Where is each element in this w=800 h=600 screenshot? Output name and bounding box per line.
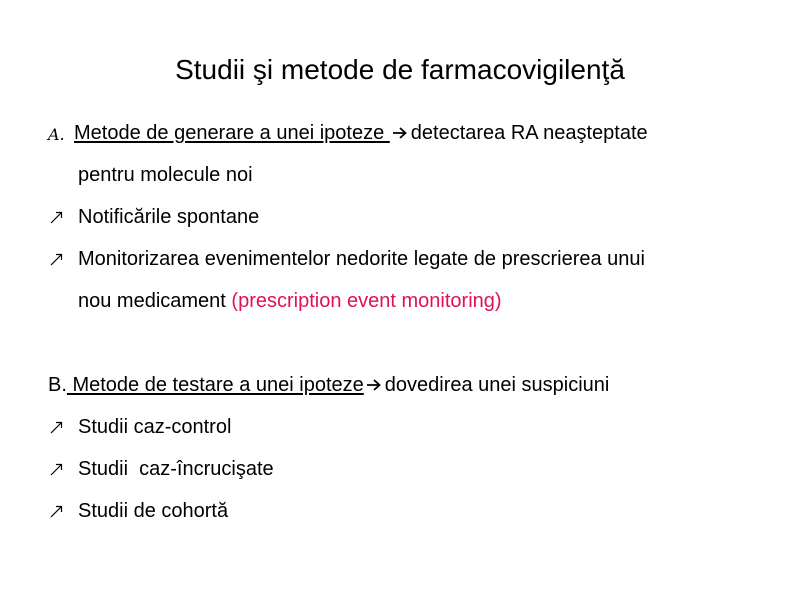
section-b-item-2: Studii caz-încrucişate: [78, 458, 274, 480]
diagonal-arrow-bullet-icon: [48, 250, 66, 268]
section-b-description: dovedirea unei suspiciuni: [384, 374, 610, 396]
section-a-item-1: Notificările spontane: [78, 206, 260, 228]
section-a-item-2-highlight: (prescription event monitoring): [231, 290, 502, 312]
section-a-item-2-continuation: [78, 287, 502, 315]
diagonal-arrow-bullet-icon: [48, 208, 66, 226]
slide-title: Studii şi metode de farmacovigilenţă: [175, 54, 625, 85]
section-b-heading-line: [48, 371, 609, 399]
section-a-item-2-plain: nou medicament: [78, 290, 232, 312]
section-a-heading: Metode de generare a unei ipoteze: [74, 122, 390, 144]
section-b-item-3: Studii de cohortă: [78, 500, 229, 522]
section-b-heading: Metode de testare a unei ipoteze: [66, 374, 364, 396]
right-arrow-icon: [366, 378, 382, 392]
diagonal-arrow-bullet-icon: [48, 418, 66, 436]
section-a-description-line2: pentru molecule noi: [78, 164, 253, 186]
section-a-heading-line: [74, 119, 648, 147]
diagonal-arrow-bullet-icon: [48, 460, 66, 478]
section-b-marker: B.: [48, 374, 67, 396]
section-b-item-1: Studii caz-control: [78, 416, 232, 438]
section-a-item-2: Monitorizarea evenimentelor nedorite legate de prescrierea unui: [78, 248, 645, 270]
section-a-marker: A.: [48, 125, 65, 144]
section-a-description-line1: detectarea RA neaşteptate: [410, 122, 648, 144]
diagonal-arrow-bullet-icon: [48, 502, 66, 520]
right-arrow-icon: [392, 126, 408, 140]
